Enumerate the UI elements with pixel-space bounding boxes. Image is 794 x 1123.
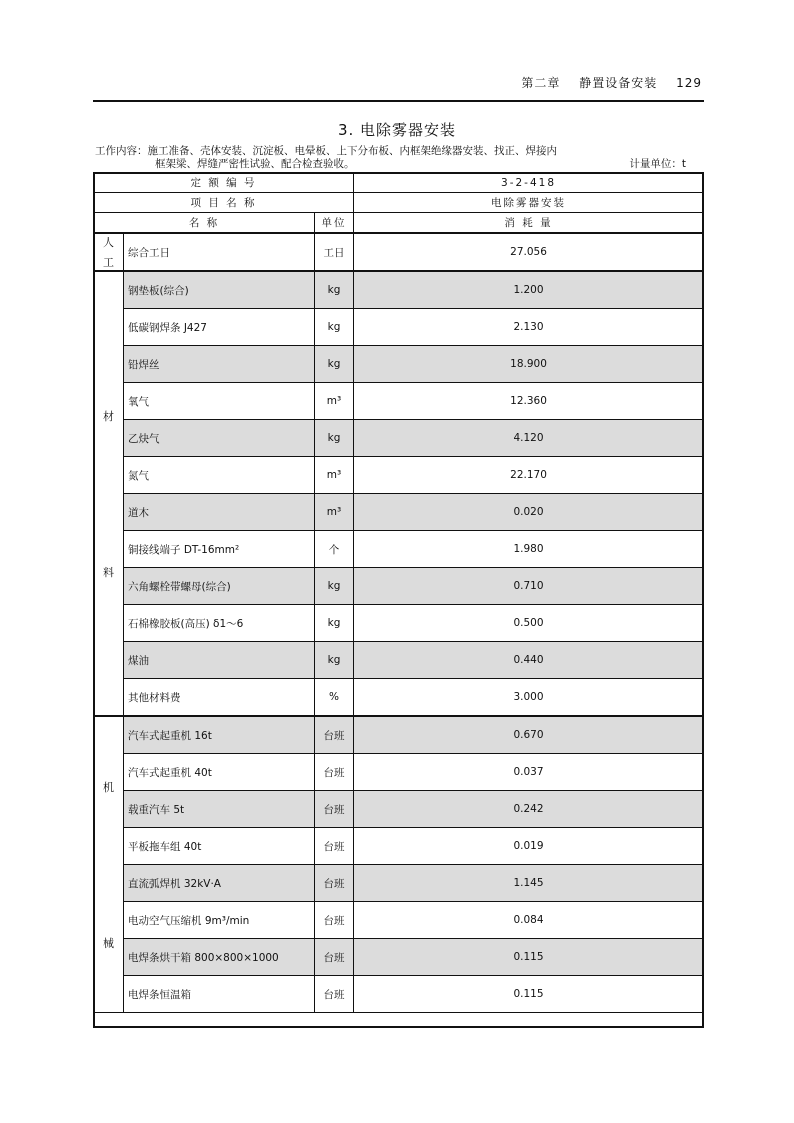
item-name-row — [94, 193, 704, 213]
resource-name: 煤油 — [124, 642, 315, 679]
table-row — [94, 976, 704, 1013]
resource-unit: 个 — [315, 531, 354, 568]
resource-unit: 台班 — [315, 902, 354, 939]
category-char: 工 — [103, 256, 114, 269]
resource-unit: 台班 — [315, 754, 354, 791]
resource-consumption: 1.980 — [354, 531, 704, 568]
table-row — [94, 233, 704, 271]
resource-name: 铅焊丝 — [124, 346, 315, 383]
resource-consumption: 4.120 — [354, 420, 704, 457]
resource-consumption: 3.000 — [354, 679, 704, 717]
resource-name: 铜接线端子 DT-16mm² — [124, 531, 315, 568]
resource-consumption: 0.020 — [354, 494, 704, 531]
table-row — [94, 605, 704, 642]
quota-code-label: 定 额 编 号 — [94, 173, 354, 193]
category-char: 材 — [103, 409, 114, 423]
chapter-title: 静置设备安装 — [579, 76, 658, 90]
resource-name: 道木 — [124, 494, 315, 531]
category-char: 人 — [103, 236, 114, 249]
table-row — [94, 679, 704, 717]
resource-unit: kg — [315, 309, 354, 346]
resource-name: 氧气 — [124, 383, 315, 420]
measurement-unit: 计量单位：t — [629, 158, 686, 170]
quota-code-row — [94, 173, 704, 193]
resource-consumption: 1.145 — [354, 865, 704, 902]
resource-consumption: 1.200 — [354, 271, 704, 309]
category-char: 械 — [103, 936, 114, 950]
resource-consumption: 0.242 — [354, 791, 704, 828]
resource-consumption: 12.360 — [354, 383, 704, 420]
section-title: 3. 电除雾器安装 — [337, 121, 457, 139]
work-content-line2: 框架梁、焊缝严密性试验、配合检查验收。 — [155, 158, 355, 170]
table-row — [94, 346, 704, 383]
resource-consumption: 27.056 — [354, 233, 704, 271]
resource-unit: kg — [315, 605, 354, 642]
work-content — [95, 145, 704, 171]
resource-unit: kg — [315, 568, 354, 605]
resource-unit: 台班 — [315, 828, 354, 865]
resource-name: 六角螺栓带螺母(综合) — [124, 568, 315, 605]
table-row — [94, 494, 704, 531]
resource-name: 汽车式起重机 16t — [124, 716, 315, 754]
table-row — [94, 791, 704, 828]
resource-unit: kg — [315, 642, 354, 679]
resource-name: 电焊条恒温箱 — [124, 976, 315, 1013]
resource-name: 直流弧焊机 32kV·A — [124, 865, 315, 902]
quota-code: 3-2-418 — [354, 173, 704, 193]
column-header-row — [94, 213, 704, 234]
resource-unit: 台班 — [315, 791, 354, 828]
resource-unit: kg — [315, 346, 354, 383]
resource-consumption: 22.170 — [354, 457, 704, 494]
resource-name: 乙炔气 — [124, 420, 315, 457]
resource-consumption: 0.670 — [354, 716, 704, 754]
resource-name: 氮气 — [124, 457, 315, 494]
table-row — [94, 828, 704, 865]
resource-consumption: 0.115 — [354, 976, 704, 1013]
resource-unit: 台班 — [315, 976, 354, 1013]
resource-name: 电动空气压缩机 9m³/min — [124, 902, 315, 939]
item-name: 电除雾器安装 — [354, 193, 704, 213]
resource-unit: 台班 — [315, 939, 354, 976]
resource-consumption: 0.440 — [354, 642, 704, 679]
category-cell — [94, 716, 124, 1013]
item-name-label: 项 目 名 称 — [94, 193, 354, 213]
resource-name: 载重汽车 5t — [124, 791, 315, 828]
running-header — [507, 74, 702, 91]
resource-consumption: 0.037 — [354, 754, 704, 791]
resource-consumption: 0.115 — [354, 939, 704, 976]
resource-name: 电焊条烘干箱 800×800×1000 — [124, 939, 315, 976]
table-row — [94, 716, 704, 754]
chapter-label: 第二章 — [521, 76, 561, 90]
resource-consumption: 0.019 — [354, 828, 704, 865]
category-cell — [94, 233, 124, 271]
table-row — [94, 642, 704, 679]
resource-unit: m³ — [315, 383, 354, 420]
resource-unit: 台班 — [315, 716, 354, 754]
resource-unit: 台班 — [315, 865, 354, 902]
resource-unit: kg — [315, 271, 354, 309]
resource-name: 低碳钢焊条 J427 — [124, 309, 315, 346]
resource-consumption: 0.710 — [354, 568, 704, 605]
category-char: 料 — [103, 565, 114, 579]
resource-name: 其他材料费 — [124, 679, 315, 717]
resource-unit: 工日 — [315, 233, 354, 271]
resource-unit: % — [315, 679, 354, 717]
table-row — [94, 902, 704, 939]
resource-consumption: 0.084 — [354, 902, 704, 939]
resource-consumption: 0.500 — [354, 605, 704, 642]
table-row — [94, 568, 704, 605]
table-row — [94, 309, 704, 346]
header-rule — [93, 100, 704, 102]
quota-table — [93, 172, 704, 1013]
table-row — [94, 939, 704, 976]
category-cell — [94, 271, 124, 716]
resource-name: 平板拖车组 40t — [124, 828, 315, 865]
table-row — [94, 754, 704, 791]
resource-unit: kg — [315, 420, 354, 457]
resource-name: 汽车式起重机 40t — [124, 754, 315, 791]
column-header-unit: 单位 — [315, 213, 354, 234]
resource-name: 综合工日 — [124, 233, 315, 271]
column-header-name: 名 称 — [94, 213, 315, 234]
table-row — [94, 531, 704, 568]
table-row — [94, 865, 704, 902]
resource-name: 钢垫板(综合) — [124, 271, 315, 309]
resource-name: 石棉橡胶板(高压) δ1～6 — [124, 605, 315, 642]
table-row — [94, 271, 704, 309]
table-row — [94, 420, 704, 457]
page-number: 129 — [676, 76, 702, 90]
category-char: 机 — [103, 780, 114, 794]
work-content-line1: 工作内容：施工准备、壳体安装、沉淀板、电晕板、上下分布板、内框架绝缘器安装、找正、焊接内 — [95, 145, 557, 157]
resource-consumption: 2.130 — [354, 309, 704, 346]
table-row — [94, 383, 704, 420]
column-header-consumption: 消 耗 量 — [354, 213, 704, 234]
resource-unit: m³ — [315, 494, 354, 531]
resource-consumption: 18.900 — [354, 346, 704, 383]
resource-unit: m³ — [315, 457, 354, 494]
table-row — [94, 457, 704, 494]
